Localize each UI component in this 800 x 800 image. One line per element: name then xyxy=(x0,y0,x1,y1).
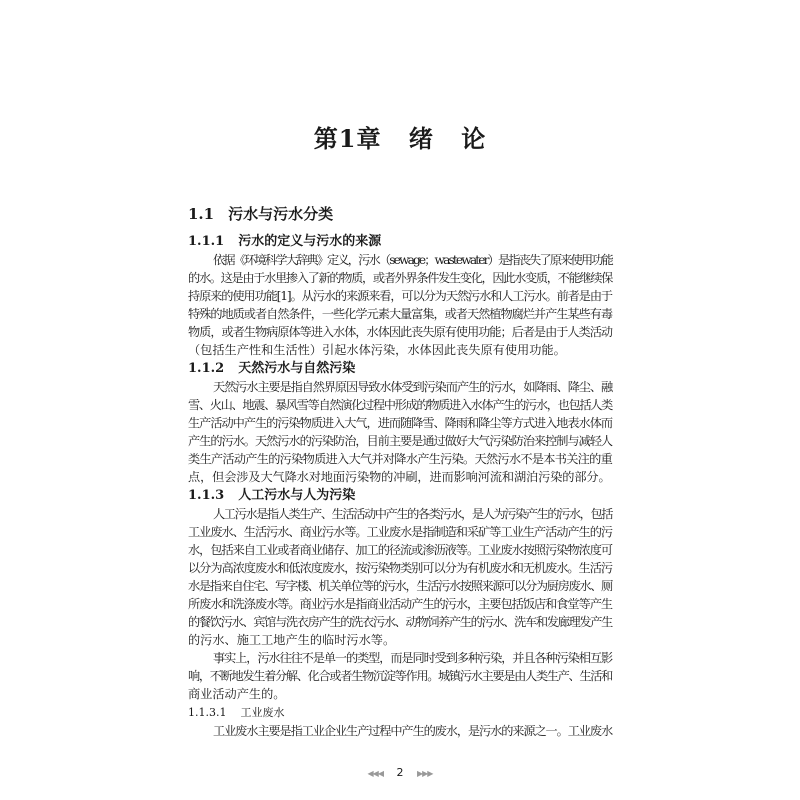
paragraph xyxy=(188,378,612,486)
subsection-heading xyxy=(188,232,612,251)
heading-title: 天然污水与自然污染 xyxy=(238,361,356,376)
paragraph xyxy=(188,505,612,649)
page-body xyxy=(188,232,612,740)
paragraph xyxy=(188,722,612,740)
text-line: 以分为高浓度废水和低浓度废水，按污染物类别可以分为有机废水和无机废水。生活污 xyxy=(188,561,612,575)
heading-number: 1.1.2 xyxy=(188,361,225,376)
text-line: 产生的污水。天然污水的污染防治，目前主要是通过做好大气污染防治来控制与减轻人 xyxy=(188,434,612,448)
subsection-heading xyxy=(188,359,612,378)
heading-title: 工业废水 xyxy=(240,706,285,719)
text-line: 特殊的地质或者自然条件，一些化学元素大量富集，或者天然植物腐烂并产生某些有毒 xyxy=(188,307,612,321)
text-line: 天然污水主要是指自然界原因导致水体受到污染而产生的污水，如降雨、降尘、融 xyxy=(213,380,612,394)
heading-number: 1.1.3.1 xyxy=(188,706,227,719)
text-line: 商业活动产生的。 xyxy=(188,687,286,701)
next-page-icon: ▶▶▶ xyxy=(417,769,433,778)
text-line: 的餐饮污水、宾馆与洗衣房产生的洗衣污水、动物饲养产生的污水、洗车和发廊理发产生 xyxy=(188,615,612,629)
paragraph xyxy=(188,251,612,359)
chapter-title-part: 绪 xyxy=(408,124,434,153)
paragraph xyxy=(188,649,612,703)
text-line: 事实上，污水往往不是单一的类型，而是同时受到多种污染，并且各种污染相互影 xyxy=(213,651,612,665)
text-line: 雪、火山、地震、暴风雪等自然演化过程中形成的物质进入水体产生的污水，也包括人类 xyxy=(188,398,612,412)
page-footer xyxy=(0,766,800,781)
text-line: 依据《环境科学大辞典》定义，污水（sewage；wastewater）是指丧失了原来使用功能 xyxy=(213,253,612,267)
text-line: （包括生产性和生活性）引起水体污染，水体因此丧失原有使用功能。 xyxy=(188,343,566,357)
section-heading xyxy=(188,204,612,224)
chapter-title xyxy=(0,124,800,154)
heading-title: 人工污水与人为污染 xyxy=(238,488,356,503)
text-line: 持原来的使用功能[1]。从污水的来源来看，可以分为天然污水和人工污水。前者是由于 xyxy=(188,289,612,303)
section-number: 1.1 xyxy=(188,205,215,223)
subsubsection-heading xyxy=(188,703,612,722)
text-line: 人工污水是指人类生产、生活活动中产生的各类污水，是人为污染产生的污水，包括 xyxy=(213,507,612,521)
text-line: 生产活动中产生的污染物质进入大气，进而随降雪、降雨和降尘等方式进入地表水体而 xyxy=(188,416,612,430)
chapter-label: 第1章 xyxy=(313,124,382,153)
text-line: 点，但会涉及大气降水对地面污染物的冲刷，进而影响河流和湖泊污染的部分。 xyxy=(188,470,611,484)
text-line: 工业废水主要是指工业企业生产过程中产生的废水，是污水的来源之一。工业废水 xyxy=(213,724,612,738)
text-line: 的污水、施工工地产生的临时污水等。 xyxy=(188,633,396,647)
text-line: 所废水和洗涤废水等。商业污水是指商业活动产生的污水，主要包括饭店和食堂等产生 xyxy=(188,597,612,611)
chapter-title-part: 论 xyxy=(461,124,487,153)
section-title: 污水与污水分类 xyxy=(228,205,334,223)
subsection-heading xyxy=(188,486,612,505)
text-line: 物质，或者生物病原体等进入水体，水体因此丧失原有使用功能；后者是由于人类活动 xyxy=(188,325,612,339)
text-line: 类生产活动产生的污染物质进入大气并对降水产生污染。天然污水不是本书关注的重 xyxy=(188,452,612,466)
text-line: 工业废水、生活污水、商业污水等。工业废水是指制造和采矿等工业生产活动产生的污 xyxy=(188,525,612,539)
text-line: 响，不断地发生着分解、化合或者生物沉淀等作用。城镇污水主要是由人类生产、生活和 xyxy=(188,669,612,683)
text-line: 的水。这是由于水里掺入了新的物质，或者外界条件发生变化，因此水变质，不能继续保 xyxy=(188,271,612,285)
heading-number: 1.1.1 xyxy=(188,234,225,249)
text-line: 水是指来自住宅、写字楼、机关单位等的污水，生活污水按照来源可以分为厨房废水、厕 xyxy=(188,579,612,593)
heading-number: 1.1.3 xyxy=(188,488,225,503)
heading-title: 污水的定义与污水的来源 xyxy=(238,234,382,249)
prev-page-icon: ◀◀◀ xyxy=(367,769,383,778)
text-line: 水，包括来自工业或者商业储存、加工的径流或渗沥液等。工业废水按照污染物浓度可 xyxy=(188,543,612,557)
page-number: 2 xyxy=(396,766,404,779)
